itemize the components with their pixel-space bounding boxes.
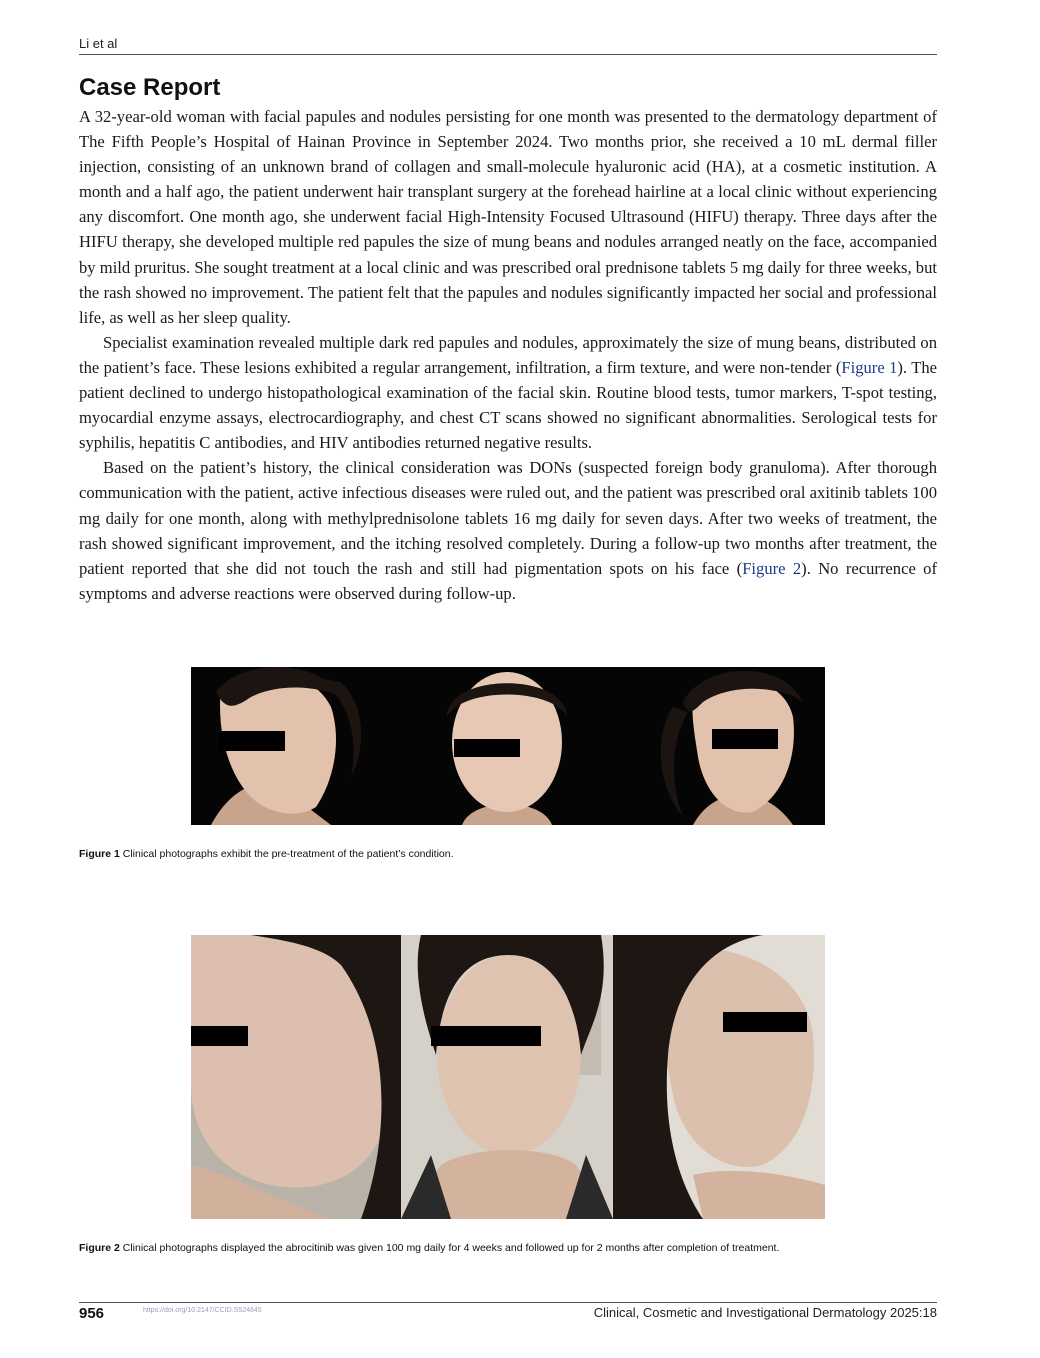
paragraph-2-text-a: Specialist examination revealed multiple dark red papules and nodules, approximately the size of mung beans, distributed on the patient’s face. These lesions exhibited a regular arrangement, infiltration, a firm texture, and were non-tender ( [79, 332, 937, 377]
running-head: Li et al [79, 36, 118, 51]
paragraph-3-text-b: ). No recurrence of symptoms and adverse reactions were observed during follow-up. [79, 558, 937, 603]
figure-1-link[interactable]: Figure 1 [841, 357, 898, 377]
figure-2-photographs [191, 935, 825, 1219]
figure-2-photo-front [401, 935, 613, 1219]
paragraph-3 [79, 455, 937, 606]
figure-1-caption [79, 848, 937, 860]
figure-2-photo-left-profile [191, 935, 401, 1219]
header-rule [79, 54, 937, 55]
paragraph-2 [79, 330, 937, 455]
paragraph-1: A 32-year-old woman with facial papules and nodules persisting for one month was presented to the dermatology department of The Fifth People’s Hospital of Hainan Province in September 2024. Two months prior, she received a 10 mL dermal filler injection, consisting of an unknown brand of collagen and small-molecule hyaluronic acid (HA), at a cosmetic institution. A month and a half ago, the patient underwent hair transplant surgery at the forehead hairline at a local clinic without experiencing any discomfort. One month ago, she underwent facial High-Intensity Focused Ultrasound (HIFU) therapy. Three days after the HIFU therapy, she developed multiple red papules the size of mung beans and nodules arranged neatly on the face, accompanied by mild pruritus. She sought treatment at a local clinic and was prescribed oral prednisone tablets 5 mg daily for three weeks, but the rash showed no improvement. The patient felt that the papules and nodules significantly impacted her social and professional life, as well as her sleep quality. [79, 107, 937, 327]
doi-link[interactable]: https://doi.org/10.2147/CCID.S524845 [143, 1307, 262, 1314]
eye-censor-bar [454, 739, 520, 757]
journal-citation: Clinical, Cosmetic and Investigational Dermatology 2025:18 [593, 1305, 937, 1320]
eye-censor-bar [219, 731, 285, 751]
figure-2-caption [79, 1242, 937, 1254]
eye-censor-bar [712, 729, 778, 749]
paragraph-2-text-b: ). The patient declined to undergo histopathological examination of the facial skin. Routine blood tests, tumor markers, T-spot testing, myocardial enzyme assays, electrocardiography, and chest CT scans showed no significant abnormalities. Serological tests for syphilis, hepatitis C antibodies, and HIV antibodies returned negative results. [79, 357, 937, 453]
figure-1-photo-right-profile [613, 667, 825, 825]
eye-censor-bar [191, 1026, 248, 1046]
figure-1-photo-front [402, 667, 613, 825]
eye-censor-bar [431, 1026, 541, 1046]
page-number: 956 [79, 1305, 105, 1322]
figure-1-label: Figure 1 [79, 848, 120, 860]
article-body [79, 104, 937, 606]
footer-rule [79, 1302, 937, 1303]
figure-2-photo-right-profile [613, 935, 825, 1219]
figure-2-label: Figure 2 [79, 1242, 120, 1254]
figure-1-photo-left-profile [191, 667, 402, 825]
paragraph-3-text-a: Based on the patient’s history, the clinical consideration was DONs (suspected foreign body granuloma). After thorough communication with the patient, active infectious diseases were ruled out, and the patient was prescribed oral axitinib tablets 100 mg daily for one month, along with methylprednisolone tablets 16 mg daily for seven days. After two weeks of treatment, the rash showed significant improvement, and the itching resolved completely. During a follow-up two months after treatment, the patient reported that she did not touch the rash and still had pigmentation spots on his face ( [79, 458, 937, 578]
figure-2-caption-text: Clinical photographs displayed the abrocitinib was given 100 mg daily for 4 weeks and followed up for 2 months after completion of treatment. [122, 1242, 780, 1254]
section-title: Case Report [79, 74, 221, 101]
figure-1-photographs [191, 667, 825, 825]
eye-censor-bar [723, 1012, 807, 1032]
figure-1-caption-text: Clinical photographs exhibit the pre-treatment of the patient’s condition. [122, 848, 454, 860]
figure-2-link[interactable]: Figure 2 [742, 558, 802, 578]
